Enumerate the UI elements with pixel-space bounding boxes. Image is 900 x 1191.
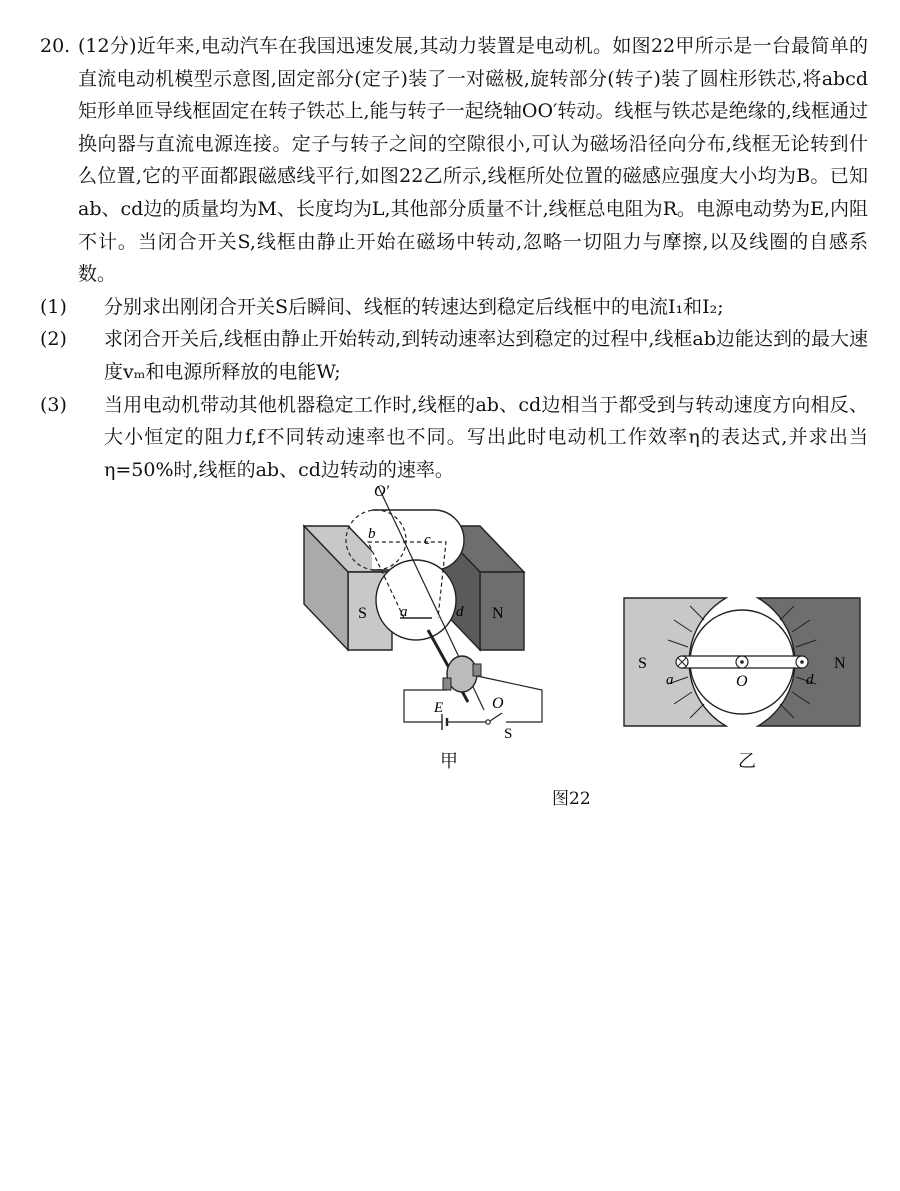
brush-left <box>443 678 451 690</box>
label-a: a <box>666 672 674 688</box>
sub-question-3 <box>40 389 868 487</box>
label-switch: S <box>504 726 513 740</box>
circuit-wire-right <box>477 676 542 722</box>
label-axis-bottom: O <box>492 695 504 712</box>
sub-question-label: (2) <box>40 328 67 351</box>
figure-caption: 图22 <box>552 789 591 809</box>
label-d: d <box>456 604 464 620</box>
label-axis-top: O′ <box>374 483 390 500</box>
cross-section-diagram <box>620 592 864 732</box>
brush-right <box>473 664 481 676</box>
figure-right-caption: 乙 <box>738 751 756 772</box>
label-a: a <box>400 604 408 620</box>
question-stem: (12分)近年来,电动汽车在我国迅速发展,其动力装置是电动机。如图22甲所示是一台最简单的直流电动机模型示意图,固定部分(定子)装了一对磁极,旋转部分(转子)装了圆柱形铁芯,将abcd矩形单匝导线框固定在转子铁芯上,能与转子一起绕轴OO′转动。线框与铁芯是绝缘的,线框通过换向器与直流电源连接。定子与转子之间的空隙很小,可认为磁场沿径向分布,线框无论转到什么位置,它的平面都跟磁感线平行,如图22乙所示,线框所处位置的磁感应强度大小均为B。已知ab、cd边的质量均为M、长度均为L,其他部分质量不计,线框总电阻为R。电源电动势为E,内阻不计。当闭合开关S,线框由静止开始在磁场中转动,忽略一切阻力与摩擦,以及线圈的自感系数。 <box>78 35 868 286</box>
label-c: c <box>424 532 431 548</box>
label-emf: E <box>434 700 444 716</box>
label-d: d <box>806 672 814 688</box>
dot-mark <box>800 660 804 664</box>
dot-mark <box>740 660 744 664</box>
sub-question-label: (3) <box>40 393 67 416</box>
label-s-pole: S <box>358 605 367 622</box>
question-20 <box>40 30 868 486</box>
sub-question-text: 求闭合开关后,线框由静止开始转动,到转动速率达到稳定的过程中,线框ab边能达到的最大速度vₘ和电源所释放的电能W; <box>104 328 868 383</box>
sub-question-2 <box>40 323 868 388</box>
sub-question-label: (1) <box>40 295 67 318</box>
motor-model-diagram <box>296 480 556 740</box>
label-n-pole: N <box>492 605 504 622</box>
sub-question-text: 当用电动机带动其他机器稳定工作时,线框的ab、cd边相当于都受到与转动速度方向相反、大小恒定的阻力f,f不同转动速率也不同。写出此时电动机工作效率η的表达式,并求出当η=50%时,线框的ab、cd边转动的速率。 <box>104 393 868 481</box>
label-center-o: O <box>736 673 748 690</box>
label-b: b <box>368 526 376 542</box>
label-s-pole: S <box>638 655 647 672</box>
sub-question-text: 分别求出刚闭合开关S后瞬间、线框的转速达到稳定后线框中的电流I₁和I₂; <box>104 295 724 318</box>
sub-question-1 <box>40 291 868 324</box>
figure-left-caption: 甲 <box>440 751 458 772</box>
switch-contact <box>486 720 490 724</box>
label-n-pole: N <box>834 655 846 672</box>
rotor-front-face <box>376 560 456 640</box>
switch-lever <box>490 713 502 721</box>
question-number: 20. <box>40 35 71 57</box>
